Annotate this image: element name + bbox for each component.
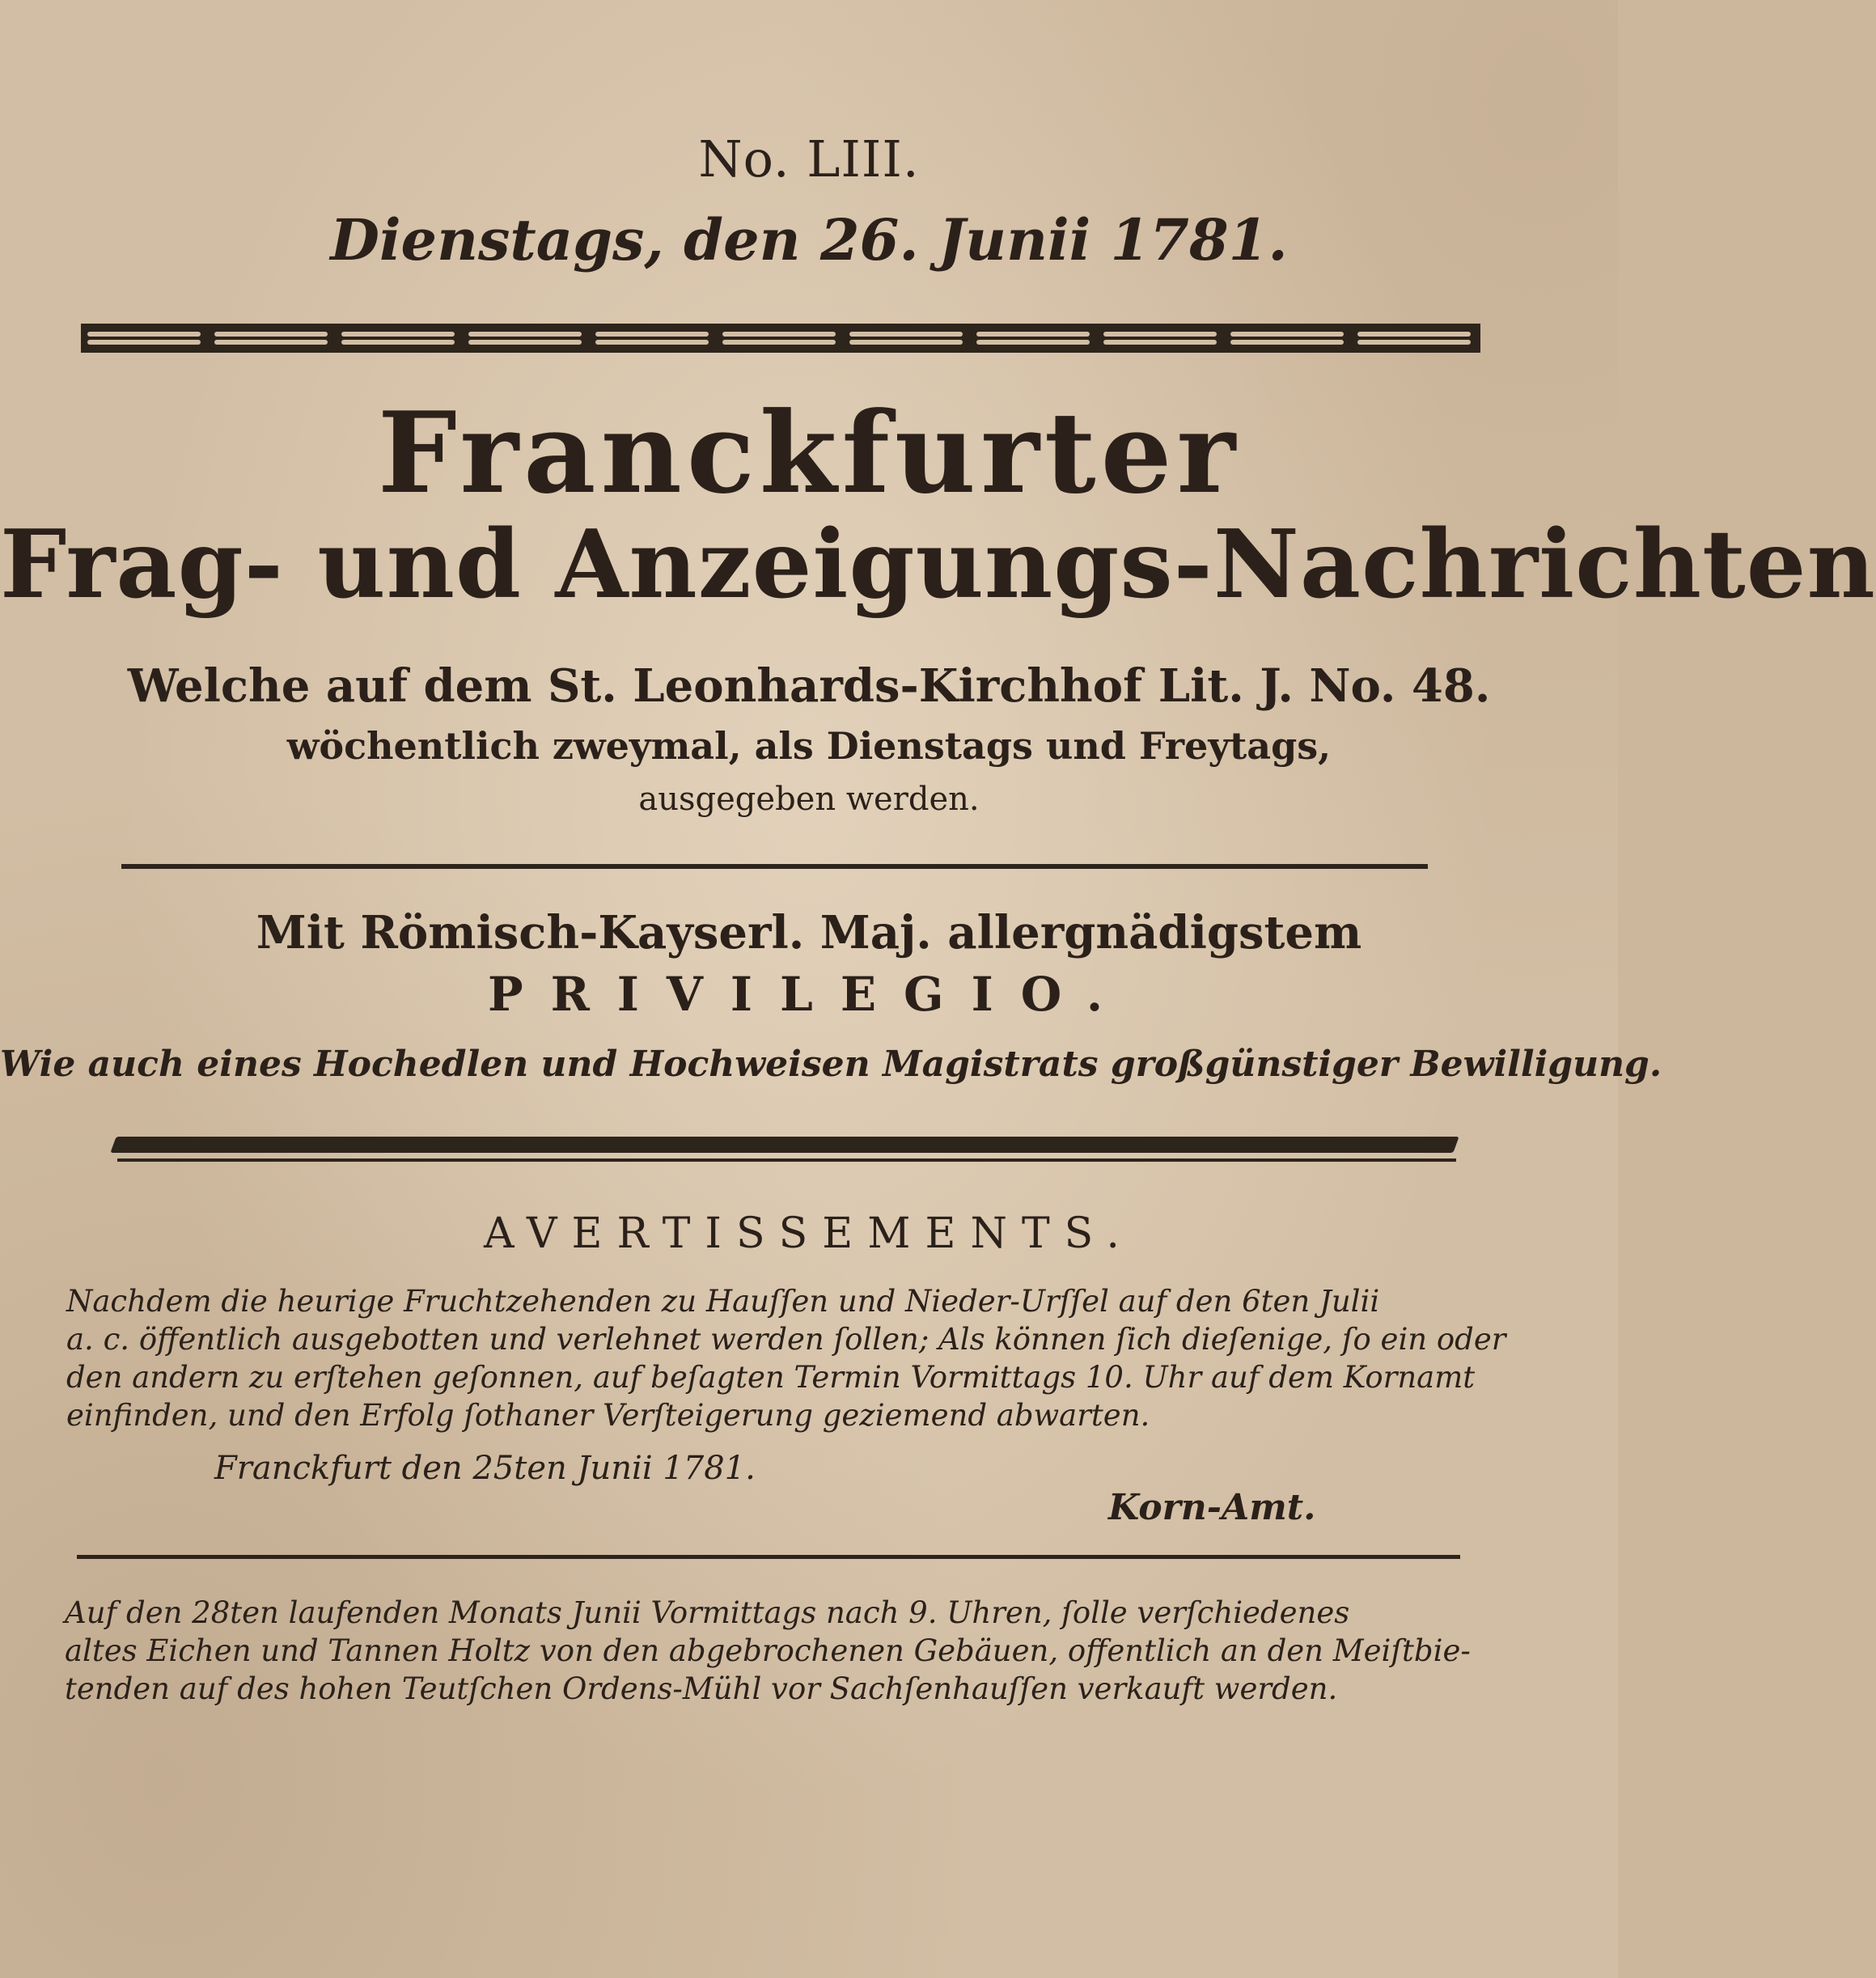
- notice-timber-sale: [65, 1594, 1471, 1708]
- notice-line: Nachdem die heurige Fruchtzehenden zu Hauſſen und Nieder-Urſſel auf den 6ten Julii: [66, 1284, 1380, 1319]
- masthead-subtitle-line2: wöchentlich zweymal, als Dienstags und Freytags,: [286, 724, 1332, 768]
- masthead-title-line1: Franckfurter: [377, 387, 1241, 519]
- notice-signature: Korn-Amt.: [1108, 1487, 1316, 1528]
- masthead-title-line2: Frag- und Anzeigungs-Nachrichten: [0, 510, 1876, 620]
- privilegio-heading: PRIVILEGIO.: [487, 967, 1131, 1022]
- magistrate-approval-line: Wie auch eines Hochedlen und Hochweisen Magistrats großgünstiger Bewilligung.: [0, 1044, 1662, 1085]
- privilege-line: Mit Römisch-Kayserl. Maj. allergnädigstem: [256, 906, 1362, 959]
- notice-line: den andern zu erſtehen geſonnen, auf beſagten Termin Vormittags 10. Uhr auf dem Kornamt: [66, 1360, 1476, 1395]
- heavy-divider-rule: [110, 1137, 1459, 1153]
- notice-line: tenden auf des hohen Teutſchen Ordens-Mühl vor Sachſenhauſſen verkauft werden.: [65, 1671, 1338, 1706]
- notice-grain-tithe: [66, 1282, 1506, 1434]
- divider-rule: [121, 864, 1428, 869]
- masthead-subtitle-line3: ausgegeben werden.: [638, 781, 980, 818]
- masthead-subtitle-line1: Welche auf dem St. Leonhards-Kirchhof Lit. J. No. 48.: [127, 659, 1491, 713]
- divider-underline: [117, 1158, 1456, 1162]
- notice-line: altes Eichen und Tannen Holtz von den abgebrochenen Gebäuen, offentlich an den Meiſtbie-: [65, 1633, 1471, 1668]
- notice-line: a. c. öffentlich ausgebotten und verlehnet werden ſollen; Als können ſich dieſenige, ſo ein oder: [66, 1322, 1506, 1357]
- notice-line: Auf den 28ten laufenden Monats Junii Vormittags nach 9. Uhren, ſolle verſchiedenes: [65, 1595, 1350, 1630]
- issue-date: Dienstags, den 26. Junii 1781.: [330, 206, 1288, 273]
- section-heading: AVERTISSEMENTS.: [484, 1209, 1134, 1258]
- notice-place-date: Franckfurt den 25ten Junii 1781.: [214, 1450, 756, 1487]
- rope-ornament-divider: [81, 322, 1480, 354]
- notice-line: einfinden, und den Erfolg ſothaner Verſteigerung geziemend abwarten.: [66, 1398, 1150, 1433]
- issue-number: No. LIII.: [698, 129, 920, 188]
- divider-rule: [77, 1555, 1460, 1559]
